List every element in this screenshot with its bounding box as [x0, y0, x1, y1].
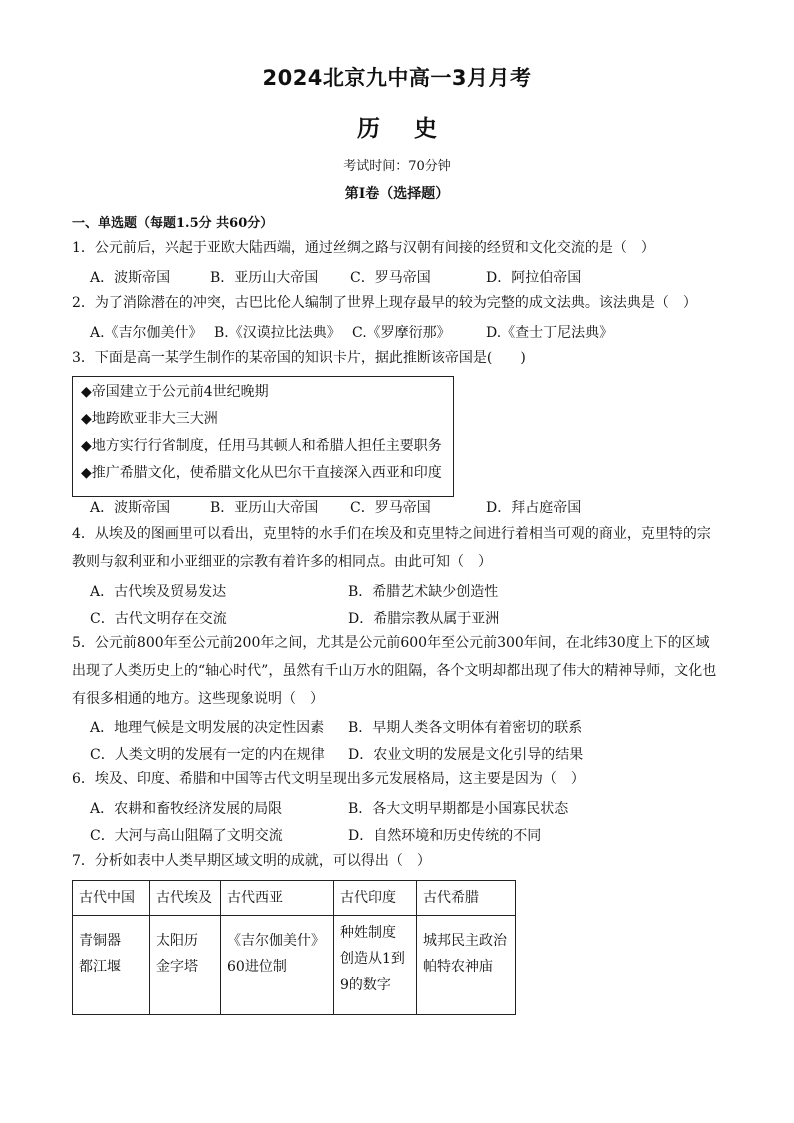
civilization-table: [72, 880, 516, 1015]
question-4-stem-line-1: 4．从埃及的图画里可以看出，克里特的水手们在埃及和克里特之间进行着相当可观的商业，克里特的宗: [72, 526, 711, 542]
question-3-stem: 3．下面是高一某学生制作的某帝国的知识卡片，据此推断该帝国是( ): [72, 350, 526, 366]
question-5-stem-line-2: 出现了人类历史上的“轴心时代”，虽然有千山万水的阻隔，各个文明却都出现了伟大的精神导师，文化也: [72, 663, 717, 679]
cell-line: 9的数字: [340, 977, 391, 993]
question-6-option-d[interactable]: D．自然环境和历史传统的不同: [348, 828, 542, 844]
table-header-cell: 古代希腊: [417, 881, 516, 916]
question-6-option-c[interactable]: C．大河与高山阻隔了文明交流: [90, 828, 283, 844]
card-line-1: ◆帝国建立于公元前4世纪晚期: [81, 384, 269, 400]
question-5-stem-line-1: 5．公元前800年至公元前200年之间，尤其是公元前600年至公元前300年间，在北纬30度上下的区域: [72, 635, 710, 651]
question-5-option-c[interactable]: C．人类文明的发展有一定的内在规律: [90, 747, 325, 763]
question-4-option-d[interactable]: D．希腊宗教从属于亚洲: [348, 611, 500, 627]
question-5-stem-line-3: 有很多相通的地方。这些现象说明（ ）: [72, 691, 324, 707]
question-2-option-c[interactable]: C.《罗摩衍那》: [352, 325, 451, 341]
question-1-option-d[interactable]: D．阿拉伯帝国: [486, 270, 582, 286]
table-row: [73, 916, 516, 1015]
cell-line: 《吉尔伽美什》: [227, 933, 325, 949]
knowledge-card: [72, 376, 454, 497]
question-3-option-b[interactable]: B．亚历山大帝国: [210, 500, 319, 516]
question-3-option-a[interactable]: A．波斯帝国: [90, 500, 171, 516]
card-line-4: ◆推广希腊文化，使希腊文化从巴尔干直接深入西亚和印度: [81, 465, 442, 481]
cell-line: 都江堰: [79, 959, 121, 975]
volume-heading: 第Ⅰ卷（选择题）: [344, 186, 450, 202]
table-cell-egypt: [150, 916, 221, 1015]
cell-line: 太阳历: [156, 933, 198, 949]
exam-title: 2024北京九中高一3月月考: [262, 66, 532, 90]
question-2-stem: 2．为了消除潜在的冲突，古巴比伦人编制了世界上现存最早的较为完整的成文法典。该法典是（ ）: [72, 295, 697, 311]
cell-line: 种姓制度: [340, 925, 396, 941]
question-6-option-b[interactable]: B．各大文明早期都是小国寡民状态: [348, 801, 569, 817]
question-5-option-b[interactable]: B．早期人类各文明体有着密切的联系: [348, 720, 583, 736]
section-heading: 一、单选题（每题1.5分 共60分）: [72, 216, 274, 231]
cell-line: 帕特农神庙: [423, 959, 493, 975]
question-3-option-d[interactable]: D．拜占庭帝国: [486, 500, 582, 516]
table-header-cell: 古代西亚: [221, 881, 334, 916]
cell-line: 金字塔: [156, 959, 198, 975]
question-4-option-b[interactable]: B．希腊艺术缺少创造性: [348, 584, 499, 600]
table-header-cell: 古代埃及: [150, 881, 221, 916]
cell-line: 创造从1到: [340, 951, 405, 967]
table-cell-china: [73, 916, 150, 1015]
question-5-option-a[interactable]: A．地理气候是文明发展的决定性因素: [90, 720, 325, 736]
subject-title: 历史: [357, 116, 471, 142]
question-1-option-a[interactable]: A．波斯帝国: [90, 270, 171, 286]
question-2-option-d[interactable]: D.《查士丁尼法典》: [486, 325, 614, 341]
question-1-option-c[interactable]: C．罗马帝国: [350, 270, 431, 286]
table-header-cell: 古代中国: [73, 881, 150, 916]
question-5-option-d[interactable]: D．农业文明的发展是文化引导的结果: [348, 747, 584, 763]
table-cell-india: [334, 916, 417, 1015]
table-cell-greece: [417, 916, 516, 1015]
question-2-option-b[interactable]: B.《汉谟拉比法典》: [214, 325, 341, 341]
card-line-2: ◆地跨欧亚非大三大洲: [81, 411, 218, 427]
question-1-stem: 1．公元前后，兴起于亚欧大陆西端，通过丝绸之路与汉朝有间接的经贸和文化交流的是（ ）: [72, 240, 655, 256]
card-line-3: ◆地方实行行省制度，任用马其顿人和希腊人担任主要职务: [81, 438, 442, 454]
question-4-stem-line-2: 教则与叙利亚和小亚细亚的宗教有着许多的相同点。由此可知（ ）: [72, 554, 492, 570]
cell-line: 60进位制: [227, 959, 287, 975]
table-cell-west-asia: [221, 916, 334, 1015]
question-6-option-a[interactable]: A．农耕和畜牧经济发展的局限: [90, 801, 283, 817]
question-2-option-a[interactable]: A.《吉尔伽美什》: [90, 325, 203, 341]
table-header-row: [73, 881, 516, 916]
question-6-stem: 6．埃及、印度、希腊和中国等古代文明呈现出多元发展格局，这主要是因为（ ）: [72, 771, 585, 787]
question-4-option-a[interactable]: A．古代埃及贸易发达: [90, 584, 227, 600]
exam-time: 考试时间：70分钟: [343, 159, 451, 174]
question-7-stem: 7．分析如表中人类早期区域文明的成就，可以得出（ ）: [72, 853, 431, 869]
table-header-cell: 古代印度: [334, 881, 417, 916]
cell-line: 青铜器: [79, 933, 121, 949]
question-4-option-c[interactable]: C．古代文明存在交流: [90, 611, 227, 627]
cell-line: 城邦民主政治: [423, 933, 507, 949]
question-1-option-b[interactable]: B．亚历山大帝国: [210, 270, 319, 286]
question-3-option-c[interactable]: C．罗马帝国: [350, 500, 431, 516]
